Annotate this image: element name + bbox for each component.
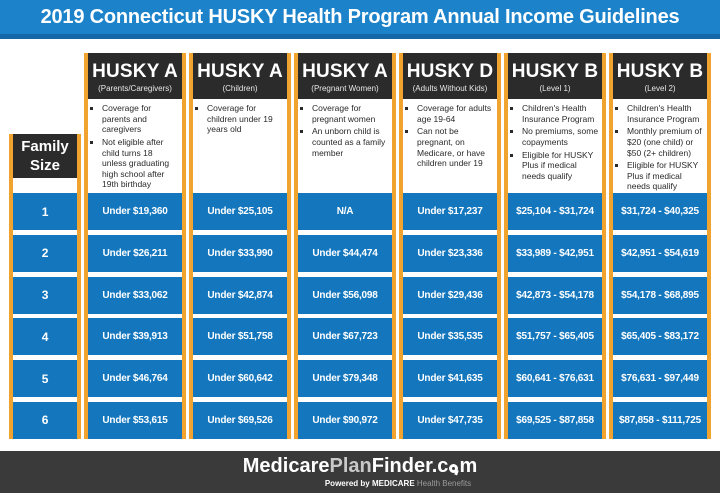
income-cell: Under $42,874 xyxy=(193,277,287,314)
income-cell: N/A xyxy=(298,193,392,230)
column-header xyxy=(193,53,287,99)
bullet-item: ▪ Coverage for adults age 19-64 xyxy=(417,103,494,124)
bullet-item: ▪ Children's Health Insurance Program xyxy=(627,103,704,124)
income-cell: $25,104 - $31,724 xyxy=(508,193,602,230)
column-husky-b-level1 xyxy=(504,53,606,439)
column-subtitle: (Level 2) xyxy=(644,83,676,93)
income-cell: Under $29,436 xyxy=(403,277,497,314)
income-cell: Under $17,237 xyxy=(403,193,497,230)
income-cells xyxy=(298,193,392,439)
logo-text: m xyxy=(459,455,478,477)
income-cell: Under $60,642 xyxy=(193,360,287,397)
column-subtitle: (Parents/Caregivers) xyxy=(98,83,172,93)
bullet-item: ▪ Eligible for HUSKY Plus if medical needs qualify xyxy=(522,150,599,182)
column-header xyxy=(613,53,707,99)
column-description xyxy=(613,99,707,193)
income-cells xyxy=(613,193,707,439)
income-cell: Under $41,635 xyxy=(403,360,497,397)
column-description xyxy=(193,99,287,193)
family-size-cell: 2 xyxy=(13,235,77,272)
column-husky-a-children xyxy=(189,53,291,439)
income-cell: Under $47,735 xyxy=(403,402,497,439)
family-size-cell: 4 xyxy=(13,318,77,355)
column-title: HUSKY A xyxy=(92,60,178,82)
page-title: 2019 Connecticut HUSKY Health Program Annual Income Guidelines xyxy=(40,5,680,28)
bullet-item: ▪ No premiums, some copayments xyxy=(522,126,599,147)
family-size-cell: 5 xyxy=(13,360,77,397)
column-title: HUSKY B xyxy=(616,60,704,82)
column-header xyxy=(298,53,392,99)
logo-text: Finder.c xyxy=(371,455,449,477)
income-cell: $76,631 - $97,449 xyxy=(613,360,707,397)
income-cells xyxy=(403,193,497,439)
column-husky-b-level2 xyxy=(609,53,711,439)
income-cell: Under $51,758 xyxy=(193,318,287,355)
magnifier-o-icon xyxy=(449,464,458,473)
income-cell: Under $46,764 xyxy=(88,360,182,397)
column-header xyxy=(508,53,602,99)
family-size-column xyxy=(9,53,81,439)
column-header xyxy=(403,53,497,99)
bullet-item: ▪ Children's Health Insurance Program xyxy=(522,103,599,124)
family-size-header xyxy=(13,134,77,178)
family-size-label: Family Size xyxy=(21,137,69,174)
column-husky-d-adults xyxy=(399,53,501,439)
income-cell: Under $39,913 xyxy=(88,318,182,355)
family-size-cell: 3 xyxy=(13,277,77,314)
income-cell: $65,405 - $83,172 xyxy=(613,318,707,355)
income-cell: $87,858 - $111,725 xyxy=(613,402,707,439)
income-cell: Under $90,972 xyxy=(298,402,392,439)
column-husky-a-parents xyxy=(84,53,186,439)
logo-text: Plan xyxy=(329,455,372,477)
income-cell: Under $53,615 xyxy=(88,402,182,439)
title-bar xyxy=(0,0,720,39)
bullet-item: ▪ Coverage for children under 19 years old xyxy=(207,103,284,135)
income-cell: $42,951 - $54,619 xyxy=(613,235,707,272)
bullet-item: ▪ Not eligible after child turns 18 unless graduating high school after 19th birthday xyxy=(102,137,179,190)
income-cell: $42,873 - $54,178 xyxy=(508,277,602,314)
medicare-plan-finder-logo xyxy=(243,456,477,476)
income-cells xyxy=(88,193,182,439)
income-cell: $54,178 - $68,895 xyxy=(613,277,707,314)
income-cell: Under $67,723 xyxy=(298,318,392,355)
column-description xyxy=(508,99,602,193)
income-cell: Under $25,105 xyxy=(193,193,287,230)
income-cell: Under $44,474 xyxy=(298,235,392,272)
column-description xyxy=(403,99,497,193)
bullet-item: ▪ Coverage for parents and caregivers xyxy=(102,103,179,135)
bullet-item: ▪ Can not be pregnant, on Medicare, or have children under 19 xyxy=(417,126,494,169)
powered-by-line xyxy=(325,479,471,488)
bullet-item: ▪ Coverage for pregnant women xyxy=(312,103,389,124)
column-title: HUSKY B xyxy=(511,60,599,82)
footer xyxy=(0,451,720,493)
family-size-cell: 6 xyxy=(13,402,77,439)
income-cell: Under $33,062 xyxy=(88,277,182,314)
income-cell: Under $33,990 xyxy=(193,235,287,272)
income-cell: Under $23,336 xyxy=(403,235,497,272)
income-cells xyxy=(508,193,602,439)
family-size-cells xyxy=(13,193,77,439)
family-column-gap xyxy=(13,178,77,193)
income-guidelines-table xyxy=(9,53,711,439)
bullet-item: ▪ An unborn child is counted as a family member xyxy=(312,126,389,158)
brand-name: MEDICARE xyxy=(371,479,415,488)
column-header xyxy=(88,53,182,99)
column-subtitle: (Children) xyxy=(222,83,258,93)
column-description xyxy=(298,99,392,193)
column-title: HUSKY A xyxy=(302,60,388,82)
income-cell: Under $35,535 xyxy=(403,318,497,355)
powered-by-label: Powered by xyxy=(324,479,370,488)
brand-suffix: Health Benefits xyxy=(416,479,472,488)
income-cell: Under $56,098 xyxy=(298,277,392,314)
column-subtitle: (Level 1) xyxy=(539,83,571,93)
column-subtitle: (Pregnant Women) xyxy=(311,83,379,93)
column-description xyxy=(88,99,182,193)
income-cell: Under $69,526 xyxy=(193,402,287,439)
bullet-item: ▪ Eligible for HUSKY Plus if medical needs qualify xyxy=(627,160,704,192)
column-title: HUSKY A xyxy=(197,60,283,82)
column-husky-a-pregnant xyxy=(294,53,396,439)
income-cell: $60,641 - $76,631 xyxy=(508,360,602,397)
logo-text: Medicare xyxy=(242,455,330,477)
income-cell: $31,724 - $40,325 xyxy=(613,193,707,230)
income-cell: $33,989 - $42,951 xyxy=(508,235,602,272)
income-cell: Under $26,211 xyxy=(88,235,182,272)
bullet-item: ▪ Monthly premium of $20 (one child) or $50 (2+ children) xyxy=(627,126,704,158)
column-title: HUSKY D xyxy=(406,60,494,82)
income-cell: Under $19,360 xyxy=(88,193,182,230)
income-cell: $69,525 - $87,858 xyxy=(508,402,602,439)
column-subtitle: (Adults Without Kids) xyxy=(412,83,488,93)
income-cells xyxy=(193,193,287,439)
income-cell: Under $79,348 xyxy=(298,360,392,397)
family-size-cell: 1 xyxy=(13,193,77,230)
family-column-body xyxy=(9,134,81,439)
family-column-spacer xyxy=(9,53,81,134)
income-cell: $51,757 - $65,405 xyxy=(508,318,602,355)
